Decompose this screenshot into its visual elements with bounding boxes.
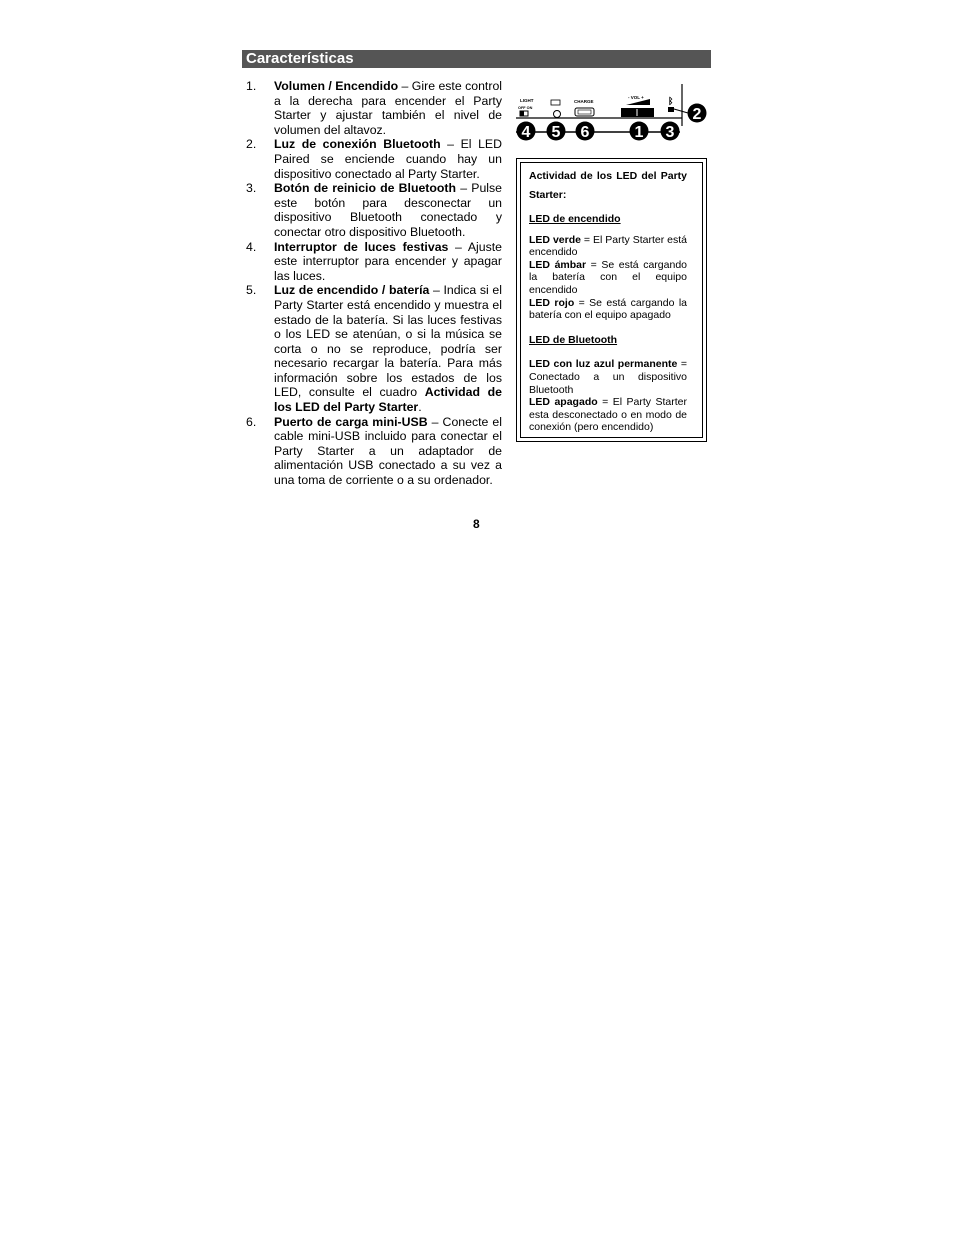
callout-5 [547,122,566,142]
callout-6-label: 6 [580,124,590,141]
features-list [246,79,502,488]
callout-6 [576,122,595,142]
list-item [246,283,502,414]
power-led-heading: LED de encendido [529,213,621,225]
off-on-label: OFF ON [518,106,533,110]
red-led-entry: LED rojo = Se está cargando la batería con el equipo apagado [529,296,687,322]
item-text: – Conecte el cable mini-USB incluido para conectar el Party Starter a un adaptador de alimentación USB conectado a su vez a una toma de corriente o a su ordenador. [274,414,502,488]
led-activity-box [516,158,707,442]
vol-label: - VOL + [628,95,644,100]
callout-3-label: 3 [665,124,675,141]
item-title: Interruptor de luces festivas [274,239,449,254]
item-text: – Indica si el Party Starter está encendido y muestra el estado de la batería. Si las luces festivas o los LED se atenúan, o si la música se corta o no se reproduce, podría ser necesario recargar la batería. Para más información sobre los estados de los LED, consulte el cuadro [274,283,502,400]
bluetooth-icon: ᛒ [668,97,674,107]
callout-2 [674,104,707,124]
item-tail: . [418,400,422,415]
item-text: – Gire este control a la derecha para encender el Party Starter y ajustar también el nivel de volumen del altavoz. [274,79,503,137]
list-item [246,240,502,284]
item-text: – Ajuste este interruptor para encender y apagar las luces. [274,239,502,283]
list-item [246,415,502,488]
callout-3 [661,122,680,142]
callout-4 [517,122,536,142]
item-text: – El LED Paired se enciende cuando hay un dispositivo conectado al Party Starter. [274,137,502,181]
green-led-entry: LED verde = El Party Starter está encendido [529,233,688,259]
blue-led-entry: LED con luz azul permanente = Conectado a un dispositivo Bluetooth [529,358,687,396]
item-number: 3. [246,181,257,196]
item-title: Luz de encendido / batería [274,283,430,298]
section-title: Características [246,50,354,67]
charge-label: CHARGE [574,99,594,104]
item-title: Puerto de carga mini-USB [274,414,428,429]
callout-1-label: 1 [634,124,644,141]
page-number: 8 [473,517,480,531]
callout-1 [630,122,649,142]
power-led-icon [554,111,561,118]
light-label: LIGHT [520,98,534,103]
list-item [246,181,502,239]
list-item [246,137,502,181]
item-text: – Pulse este botón para desconectar un dispositivo Bluetooth conectado y conectar otro dispositivo Bluetooth. [274,181,503,239]
item-title: Botón de reinicio de Bluetooth [274,181,457,196]
bluetooth-reset-button-icon [668,107,674,112]
off-led-entry: LED apagado = El Party Starter esta desconectado o en modo de conexión (pero encendido) [529,396,688,434]
item-number: 6. [246,414,257,429]
battery-icon [551,100,560,105]
item-number: 2. [246,137,257,152]
callout-4-label: 4 [521,124,531,141]
amber-led-entry: LED ámbar = Se está cargando la batería con el equipo encendido [529,258,687,296]
list-item [246,79,502,137]
led-box-title: Actividad de los LED del Party Starter: [529,170,687,201]
callout-2-label: 2 [692,106,702,123]
item-title: Luz de conexión Bluetooth [274,137,441,152]
callout-5-label: 5 [551,124,561,141]
device-panel-diagram [516,82,712,146]
item-number: 5. [246,283,257,298]
section-header [242,50,711,68]
item-number: 1. [246,79,257,93]
item-bold-reference: Actividad de los LED del Party Starter [274,385,502,415]
item-title: Volumen / Encendido [274,79,399,93]
switch-knob [520,111,524,116]
item-number: 4. [246,239,257,254]
bluetooth-led-heading: LED de Bluetooth [529,333,618,346]
